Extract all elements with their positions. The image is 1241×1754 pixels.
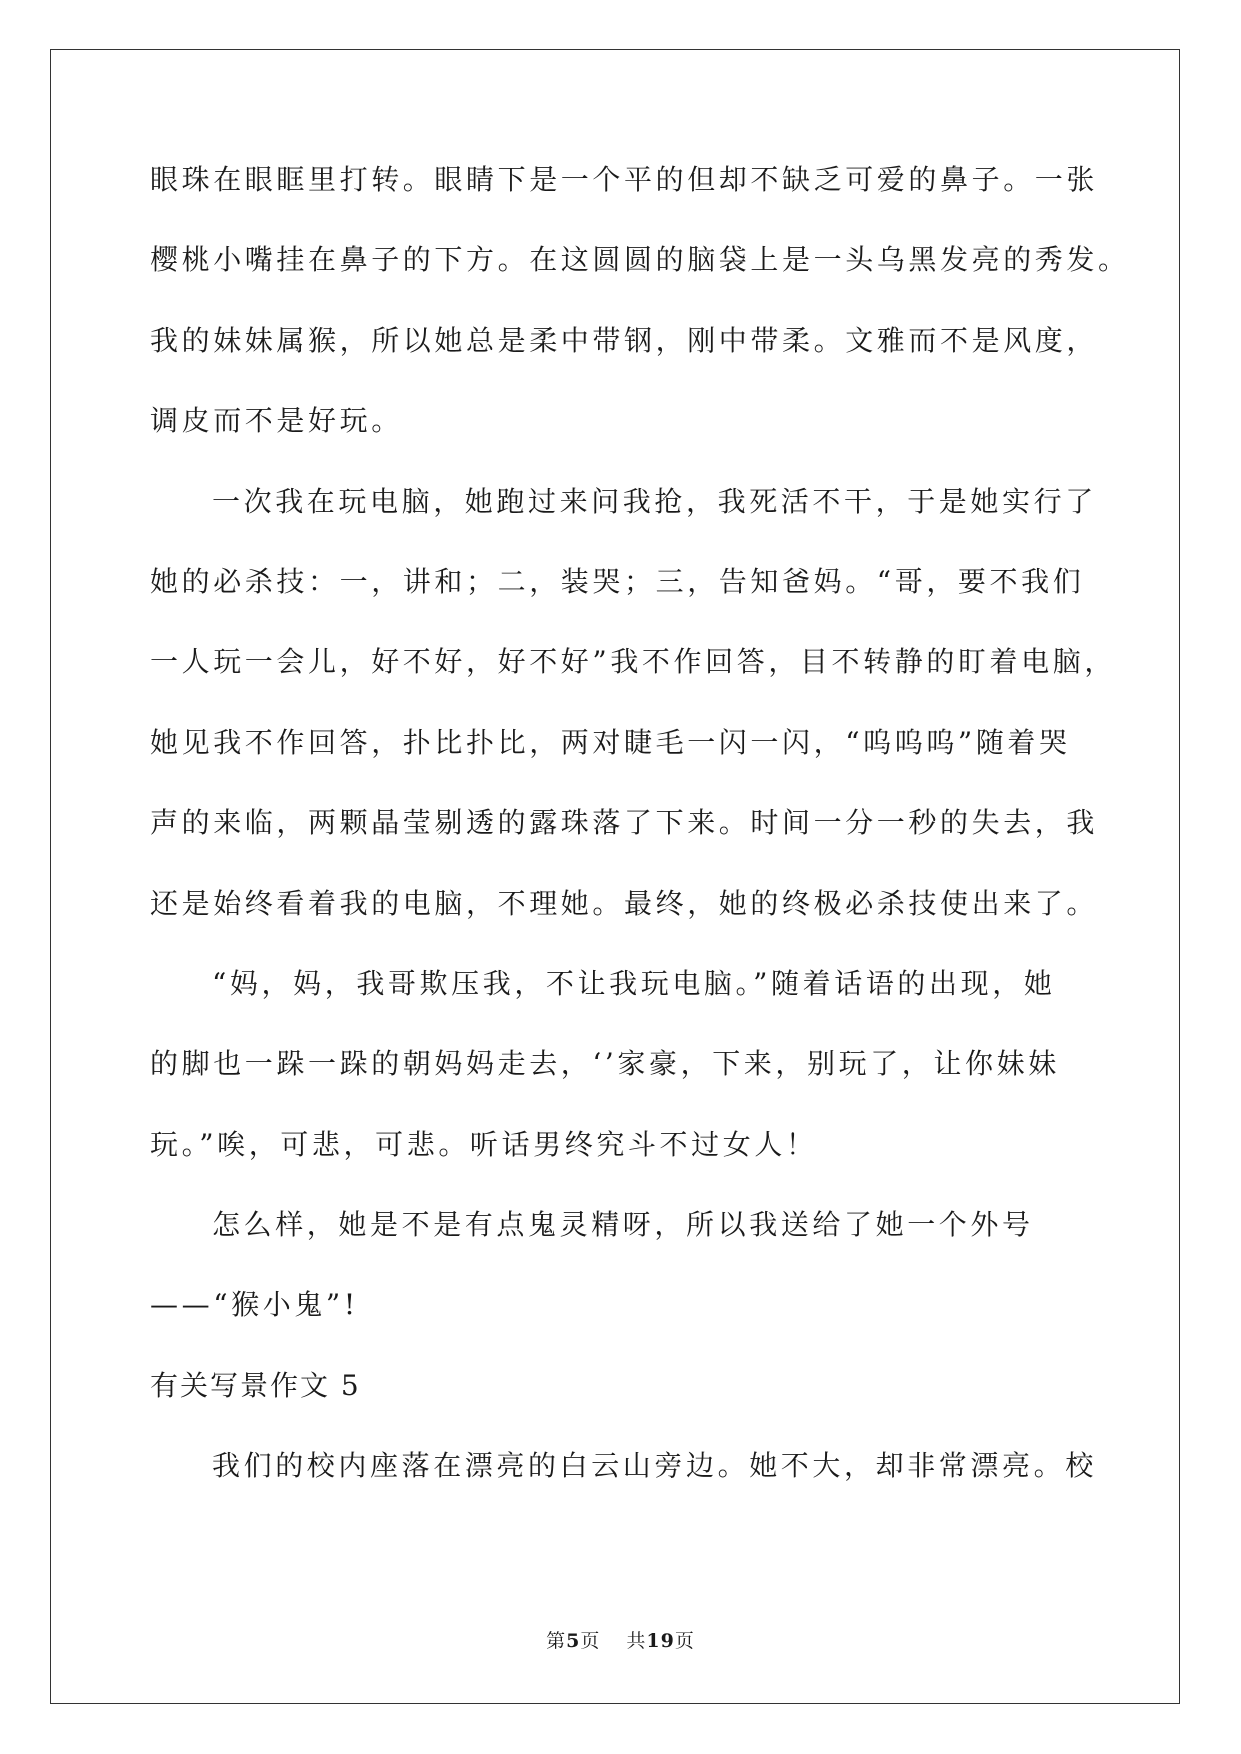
text-line: 樱桃小嘴挂在鼻子的下方。在这圆圆的脑袋上是一头乌黑发亮的秀发。 xyxy=(150,243,1130,277)
text-line: 调皮而不是好玩。 xyxy=(150,404,403,438)
text-line: 的脚也一跺一跺的朝妈妈走去，‘’家豪，下来，别玩了，让你妹妹 xyxy=(150,1047,1060,1081)
page-prefix: 第 xyxy=(546,1630,567,1652)
text-line: 我的妹妹属猴，所以她总是柔中带钢，刚中带柔。文雅而不是风度， xyxy=(150,323,1099,357)
text-line: 还是始终看着我的电脑，不理她。最终，她的终极必杀技使出来了。 xyxy=(150,886,1099,920)
text-line: ——“猴小鬼”! xyxy=(150,1288,359,1322)
current-page-number: 5 xyxy=(566,1630,581,1652)
text-line: 她的必杀技：一，讲和；二，装哭；三，告知爸妈。“哥，要不我们 xyxy=(150,564,1085,598)
text-line: 眼珠在眼眶里打转。眼睛下是一个平的但却不缺乏可爱的鼻子。一张 xyxy=(150,163,1099,196)
paragraph-first-line: 一次我在玩电脑，她跑过来问我抢，我死活不干，于是她实行了 xyxy=(212,484,1097,518)
document-body xyxy=(150,160,1130,1527)
paragraph-first-line: “妈，妈，我哥欺压我，不让我玩电脑。”随着话语的出现，她 xyxy=(212,966,1056,1000)
paragraph-first-line: 我们的校内座落在漂亮的白云山旁边。她不大，却非常漂亮。校 xyxy=(212,1449,1097,1483)
total-prefix: 共 xyxy=(626,1630,647,1652)
total-page-count: 19 xyxy=(646,1630,675,1652)
page-suffix: 页 xyxy=(580,1630,601,1652)
page-footer xyxy=(0,1626,1241,1653)
total-suffix: 页 xyxy=(674,1630,695,1652)
text-line: 她见我不作回答，扑比扑比，两对睫毛一闪一闪，“呜呜呜”随着哭 xyxy=(150,725,1071,759)
section-heading: 有关写景作文 5 xyxy=(150,1368,361,1402)
paragraph-first-line: 怎么样，她是不是有点鬼灵精呀，所以我送给了她一个外号 xyxy=(212,1208,1034,1242)
text-line: 声的来临，两颗晶莹剔透的露珠落了下来。时间一分一秒的失去，我 xyxy=(150,806,1099,840)
text-line: 一人玩一会儿，好不好，好不好”我不作回答，目不转静的盯着电脑， xyxy=(150,645,1116,679)
text-line: 玩。”唉，可悲，可悲。听话男终究斗不过女人！ xyxy=(150,1127,818,1161)
